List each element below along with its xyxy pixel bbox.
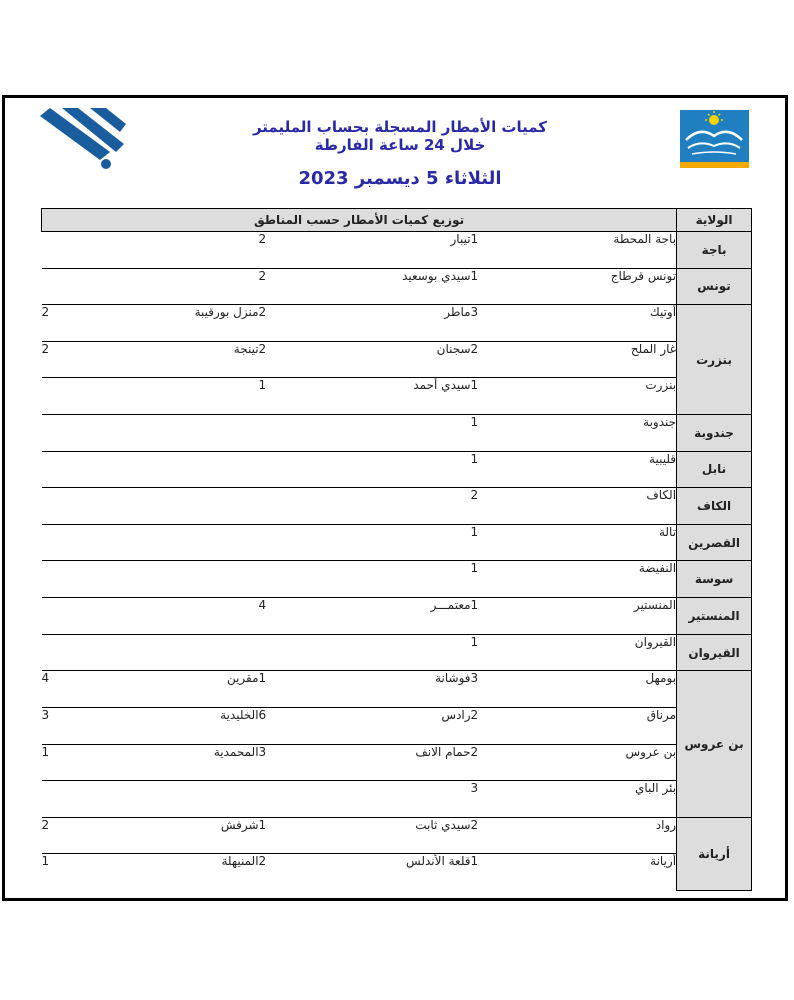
rainfall-value: 1 [471,854,539,891]
station-name: فوشانة [331,671,471,708]
brand-stripes-logo [40,108,132,170]
governorate-cell: جندوبة [677,415,752,452]
title-line-2: خلال 24 ساعة الفارطة [314,136,486,154]
station-name: جندوبة [539,415,677,452]
station-name: حمام الانف [331,744,471,781]
governorate-cell: باجة [677,232,752,269]
rainfall-value: 1 [471,415,539,452]
table-row [42,817,752,854]
rainfall-value: 2 [471,341,539,378]
station-name: بنزرت [539,378,677,415]
distribution-column-header: توزيع كميات الأمطار حسب المناطق [42,209,677,232]
rainfall-value: 2 [259,268,331,305]
table-row [42,488,752,525]
table-row [42,671,752,708]
rainfall-value: 2 [471,488,539,525]
station-name [89,781,259,818]
table-row [42,268,752,305]
station-name: الخليدية [89,707,259,744]
station-name: سيدي أحمد [331,378,471,415]
governorate-cell: الكاف [677,488,752,525]
table-row [42,561,752,598]
rainfall-value [42,488,89,525]
station-name: رواد [539,817,677,854]
station-name: المنستير [539,598,677,635]
rainfall-value: 3 [259,744,331,781]
table-row [42,232,752,269]
rainfall-value [42,232,89,269]
table-row [42,781,752,818]
table-row [42,305,752,342]
station-name: مقرين [89,671,259,708]
title-line-1: كميات الأمطار المسجلة بحساب المليمتر [252,118,548,136]
table-row [42,634,752,671]
station-name: المحمدية [89,744,259,781]
station-name: معتمـــر [331,598,471,635]
rainfall-value [42,598,89,635]
rainfall-value [259,634,331,671]
rainfall-value: 2 [259,232,331,269]
station-name [331,415,471,452]
rainfall-value: 1 [42,744,89,781]
rainfall-value: 1 [259,671,331,708]
station-name: القيروان [539,634,677,671]
table-header-row [42,209,752,232]
rainfall-value: 1 [471,268,539,305]
station-name: بومهل [539,671,677,708]
rainfall-value: 1 [471,598,539,635]
rainfall-value: 1 [259,378,331,415]
station-name [89,378,259,415]
rainfall-value [42,415,89,452]
rainfall-value: 4 [42,671,89,708]
rainfall-value: 1 [471,378,539,415]
rainfall-value [259,415,331,452]
station-name: ماطر [331,305,471,342]
table-row [42,378,752,415]
report-date: الثلاثاء 5 ديسمبر 2023 [298,168,502,189]
station-name: سجنان [331,341,471,378]
station-name [89,268,259,305]
rainfall-value: 3 [471,671,539,708]
table-row [42,598,752,635]
rainfall-value: 1 [471,561,539,598]
station-name: تونس قرطاج [539,268,677,305]
rainfall-value: 3 [471,305,539,342]
station-name [331,488,471,525]
governorate-cell: بنزرت [677,305,752,415]
station-name [89,451,259,488]
station-name: أريانة [539,854,677,891]
rainfall-value: 2 [471,707,539,744]
rainfall-value [42,378,89,415]
station-name [89,488,259,525]
station-name: تيبار [331,232,471,269]
station-name: النفيضة [539,561,677,598]
station-name [89,415,259,452]
rainfall-value: 2 [42,341,89,378]
station-name [89,232,259,269]
station-name: قلعة الأندلس [331,854,471,891]
rainfall-value [42,524,89,561]
table-body [42,232,752,891]
rainfall-value: 1 [471,524,539,561]
rainfall-value: 3 [42,707,89,744]
station-name: قليبية [539,451,677,488]
rainfall-value [42,561,89,598]
station-name [331,634,471,671]
station-name [89,524,259,561]
rainfall-value [42,268,89,305]
rainfall-value [42,634,89,671]
rainfall-value: 1 [471,634,539,671]
governorate-cell: بن عروس [677,671,752,817]
rainfall-value [259,524,331,561]
station-name: سيدي ثابت [331,817,471,854]
rainfall-value: 1 [259,817,331,854]
rainfall-value [259,561,331,598]
station-name [89,561,259,598]
station-name: أوتيك [539,305,677,342]
station-name: غار الملح [539,341,677,378]
governorate-cell: تونس [677,268,752,305]
governorate-column-header: الولاية [677,209,752,232]
station-name: سيدي بوسعيد [331,268,471,305]
governorate-cell: سوسة [677,561,752,598]
rainfall-value [259,781,331,818]
station-name: شرفش [89,817,259,854]
rainfall-value [259,488,331,525]
station-name [331,524,471,561]
station-name: الكاف [539,488,677,525]
governorate-cell: القيروان [677,634,752,671]
table-row [42,707,752,744]
report-title [200,118,600,154]
station-name [331,451,471,488]
table-row [42,415,752,452]
table-row [42,524,752,561]
station-name: رادس [331,707,471,744]
governorate-cell: نابل [677,451,752,488]
station-name [89,598,259,635]
table-row [42,854,752,891]
rainfall-value: 2 [259,341,331,378]
station-name [331,561,471,598]
table-row [42,451,752,488]
rainfall-value: 4 [259,598,331,635]
station-name: تينجة [89,341,259,378]
rainfall-value: 2 [42,817,89,854]
station-name: بئر الباي [539,781,677,818]
rainfall-value [259,451,331,488]
rainfall-value: 2 [42,305,89,342]
station-name [331,781,471,818]
table-row [42,744,752,781]
station-name: بن عروس [539,744,677,781]
governorate-cell: أريانة [677,817,752,890]
table-row [42,341,752,378]
station-name [89,634,259,671]
station-name: المنيهلة [89,854,259,891]
rainfall-value: 2 [259,305,331,342]
rainfall-value [42,451,89,488]
rainfall-value: 1 [42,854,89,891]
institute-logo [680,110,749,168]
rainfall-value: 2 [471,744,539,781]
station-name: تالة [539,524,677,561]
rainfall-value [42,781,89,818]
governorate-cell: المنستير [677,598,752,635]
rainfall-value: 1 [471,232,539,269]
rainfall-value: 1 [471,451,539,488]
station-name: باجة المحطة [539,232,677,269]
rainfall-value: 2 [259,854,331,891]
rainfall-value: 2 [471,817,539,854]
rainfall-table [41,208,752,891]
rainfall-value: 6 [259,707,331,744]
rainfall-value: 3 [471,781,539,818]
station-name: مرناق [539,707,677,744]
governorate-cell: القصرين [677,524,752,561]
station-name: منزل بورقيبة [89,305,259,342]
